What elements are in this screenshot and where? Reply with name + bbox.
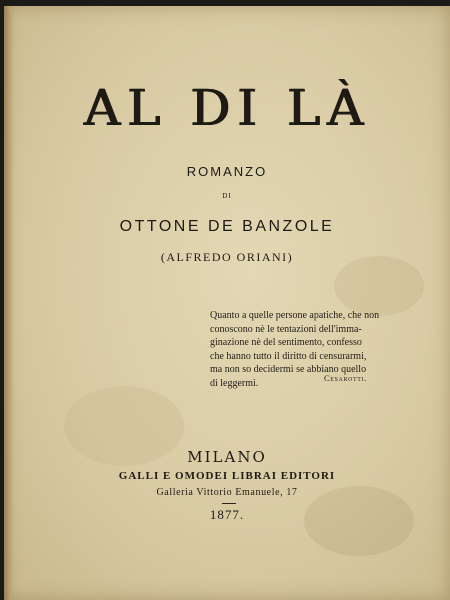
author-name: OTTONE DE BANZOLE (119, 218, 335, 235)
epigraph-line: ginazione nè del sentimento, confesso (210, 337, 362, 348)
book-title: AL DI LÀ (83, 79, 371, 137)
paper-stain (334, 256, 424, 316)
epigraph-line: conoscono nè le tentazioni dell'imma- (210, 323, 362, 335)
epigraph-line: che hanno tutto il diritto di censurarmi, (210, 350, 367, 362)
author-preposition: DI (222, 192, 232, 200)
epigraph-line: Quanto a quelle persone apatiche, che non (210, 310, 380, 321)
epigraph-line: ma non so decidermi se abbiano quello (210, 364, 367, 375)
author-real-name: (ALFREDO ORIANI) (160, 250, 294, 264)
book-page (4, 6, 450, 600)
imprint-publisher: GALLI E OMODEI LIBRAI EDITORI (118, 470, 336, 482)
divider-rule (222, 503, 236, 504)
imprint-city: MILANO (187, 448, 267, 466)
imprint-address: Galleria Vittorio Emanuele, 17 (156, 487, 298, 498)
imprint-year: 1877. (209, 507, 245, 522)
epigraph-attribution: Cesarotti. (324, 373, 367, 383)
epigraph (210, 309, 400, 390)
epigraph-line: di leggermi. (210, 377, 259, 389)
book-genre: ROMANZO (186, 164, 268, 179)
